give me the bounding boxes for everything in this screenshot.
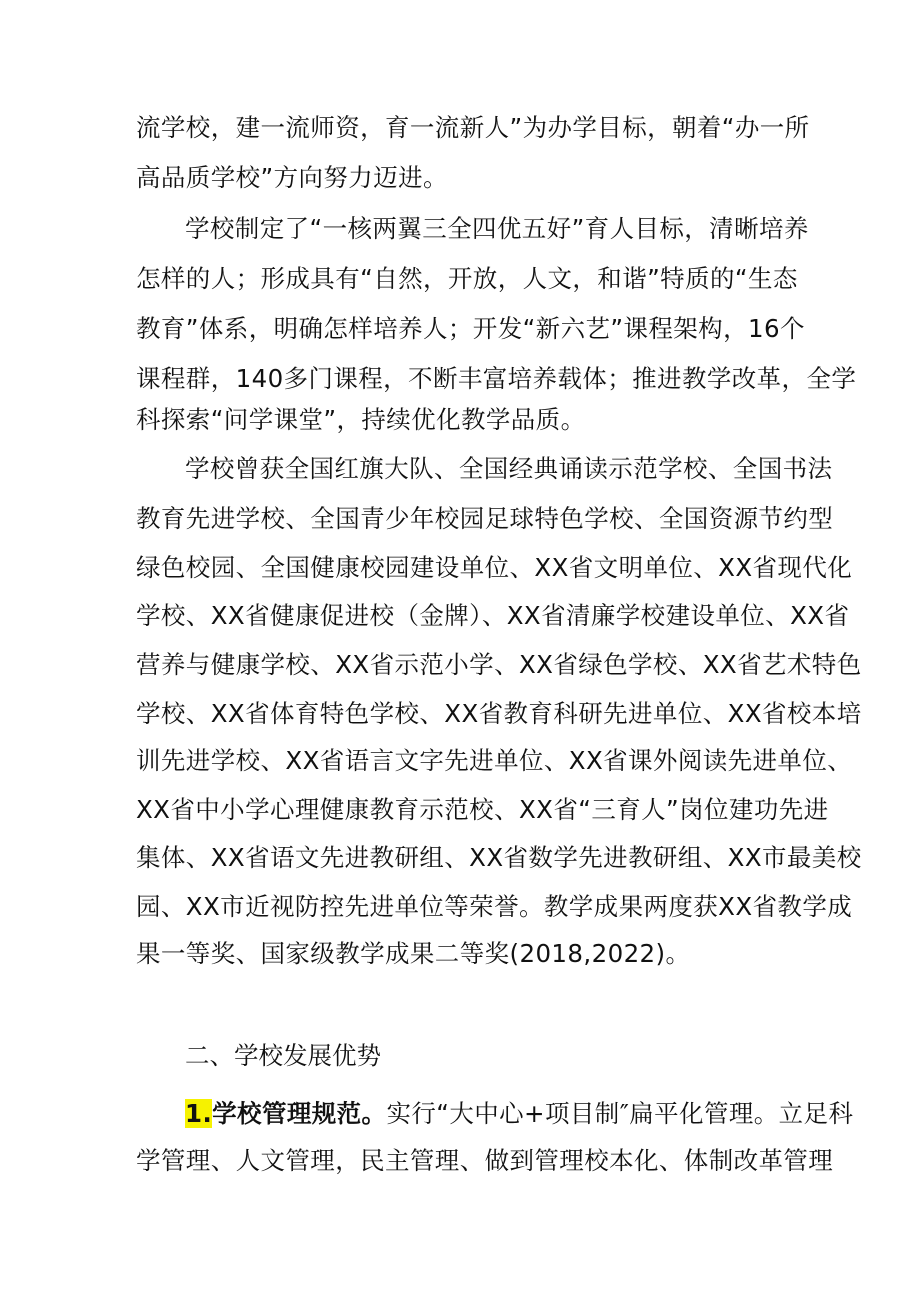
paragraph-line: 学校、XX省体育特色学校、XX省教育科研先进单位、XX省校本培: [136, 699, 862, 728]
paragraph-line: XX省中小学心理健康教育示范校、XX省“三育人”岗位建功先进: [136, 795, 829, 824]
section-heading: 二、学校发展优势: [185, 1041, 381, 1070]
item-title: 学校管理规范。: [212, 1099, 387, 1128]
paragraph-line: 高品质学校”方向努力迈进。: [136, 163, 448, 192]
paragraph-line: 教育”体系，明确怎样培养人；开发“新六艺”课程架构，16个: [136, 314, 805, 343]
paragraph-line: 学校制定了“一核两翼三全四优五好”育人目标，清晰培养: [185, 214, 809, 243]
paragraph-line: 集体、XX省语文先进教研组、XX省数学先进教研组、XX市最美校: [136, 843, 862, 872]
item-text: 实行“大中心+项目制″扁平化管理。立足科: [386, 1099, 854, 1128]
paragraph-line: 学管理、人文管理，民主管理、做到管理校本化、体制改革管理: [136, 1146, 834, 1175]
paragraph-line: 课程群，140多门课程，不断丰富培养载体；推进教学改革，全学: [136, 364, 857, 393]
paragraph-line: 训先进学校、XX省语言文字先进单位、XX省课外阅读先进单位、: [136, 746, 853, 775]
paragraph-line: 绿色校园、全国健康校园建设单位、XX省文明单位、XX省现代化: [136, 553, 853, 582]
paragraph-line: 科探索“问学课堂”，持续优化教学品质。: [136, 405, 586, 434]
paragraph-line: 流学校，建一流师资，育一流新人”为办学目标，朝着“办一所: [136, 113, 810, 142]
item-number: 1.: [185, 1099, 213, 1128]
paragraph-line: 怎样的人；形成具有“自然，开放，人文，和谐”特质的“生态: [136, 264, 798, 293]
item-line: [185, 1098, 853, 1130]
paragraph-line: 营养与健康学校、XX省示范小学、XX省绿色学校、XX省艺术特色: [136, 650, 862, 679]
paragraph-line: 园、XX市近视防控先进单位等荣誉。教学成果两度获XX省教学成: [136, 892, 853, 921]
paragraph-line: 教育先进学校、全国青少年校园足球特色学校、全国资源节约型: [136, 504, 834, 533]
paragraph-line: 果一等奖、国家级教学成果二等奖(2018,2022)。: [136, 939, 691, 968]
paragraph-line: 学校曾获全国红旗大队、全国经典诵读示范学校、全国书法: [185, 454, 833, 483]
paragraph-line: 学校、XX省健康促进校（金牌）、XX省清廉学校建设单位、XX省: [136, 601, 850, 630]
